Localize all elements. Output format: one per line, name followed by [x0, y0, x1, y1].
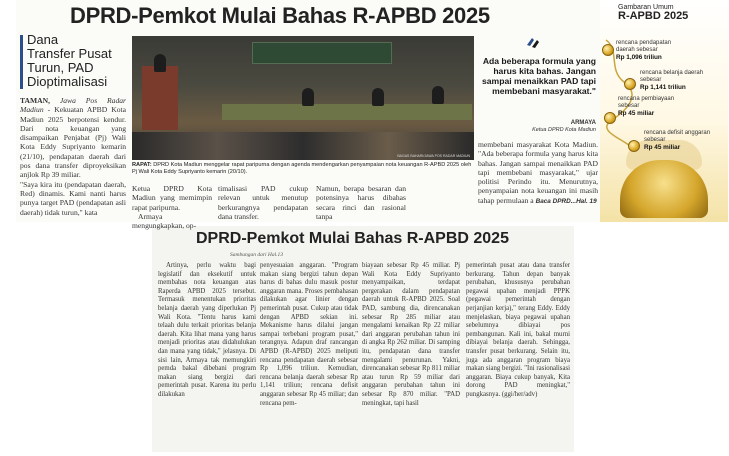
photo-person [302, 88, 314, 106]
continuation-column-3: biayaan sebesar Rp 45 miliar. Pj Wali Kota Eddy Supriyanto menyampaikan, terdapat pergerakan dalam pendapatan daerah untuk R-APBD 2025. Soal PAD, sambung dia, direncanakan sebesar Rp 285 miliar atau mengalami kenaikan Rp 22 miliar dari anggaran perubahan tahun ini di angka Rp 262 miliar. Di samping itu, pendapatan dana transfer mengalami penurunan. Yakni, direncanakan sebesar Rp 811 miliar atau turun Rp 59 miliar dari anggaran perubahan tahun ini sebesar Rp 870 miliar. "PAD meningkat, tapi hasil [362, 262, 460, 407]
kicker-line: Turun, PAD [27, 60, 94, 75]
infographic-value: Rp 1,141 triliun [640, 84, 686, 91]
continuation-column-2: penyesuaian anggaran. "Program makan siang bergizi tahun depan harus di bahas dulu masuk postur anggaran mana. Proses pembahasan dilakukan agar linier dengan pemerintah pusat. Cukup atau tidak dengan APBD sekian ini. Mekanisme harus dilalui jangan sampai terbebani program pusat," terangnya. Adapun draf rancangan APBD (R-APBD) 2025 meliputi rencana pendapatan daerah sebesar Rp 1,096 triliun. Kemudian, rencana belanja daerah sebesar Rp 1,141 triliun; rencana defisit anggaran sebesar Rp 45 miliar; dan rencana pem- [260, 262, 358, 407]
pull-quote-role: Ketua DPRD Kota Madiun [532, 126, 596, 133]
photo-person [432, 86, 444, 104]
infographic-item [644, 130, 726, 151]
news-photo [132, 36, 474, 160]
paragraph: Armaya mengungkapkan, op- [132, 211, 197, 231]
photo-person [154, 54, 166, 72]
main-headline: DPRD-Pemkot Mulai Bahas R-APBD 2025 [70, 3, 490, 28]
budget-infographic [600, 0, 728, 222]
infographic-item [640, 70, 726, 91]
pull-quote-text: Ada beberapa formula yang harus kita bahas. Jangan sampai menaikkan PAD tapi membebani masyarakat." [482, 56, 596, 96]
coin-icon [604, 112, 616, 124]
infographic-title-small: Gambaran Umum [618, 4, 674, 11]
caption-text: DPRD Kota Madiun menggelar rapat paripurna dengan agenda mendengarkan penyampaian nota keuangan R-APBD 2025 oleh Pj Wali Kota Eddy Supriyanto kemarin (20/10). [132, 162, 472, 175]
infographic-value: Rp 45 miliar [644, 144, 681, 151]
coin-icon [624, 78, 636, 90]
kicker-accent-bar [20, 35, 23, 89]
infographic-item [618, 96, 678, 117]
photo-credit: BAGAS BAHARI/JAWA POS RADAR MADIUN [397, 154, 470, 158]
photo-table [222, 104, 472, 120]
continuation-column-4: pemerintah pusat atau dana transfer berkurang. Tahun depan banyak perubahan, khususnya perubahan pegawai upahan menjadi PPPK (pegawai pemerintah dengan perjanjian kerja)," terang Eddy. Eddy menjelaskan, biaya pegawai upahan sebelumnya dibiayai pos pembangunan. Kali ini, bakal murni dibiayai belanja daerah. Sehingga, transfer pusat berkurang. Selain itu, juga ada anggaran program biaya makan siang bergizi. "Ini rasionalisasi anggaran. Biaya cukup banyak, Kita dorong PAD meningkat," pungkasnya. (ggi/her/adv) [466, 262, 570, 398]
article-column-3 [218, 184, 308, 221]
infographic-value: Rp 45 miliar [618, 110, 655, 117]
article-column-2 [132, 184, 212, 230]
photo-banner [252, 42, 392, 64]
kicker-line: Transfer Pusat [27, 46, 112, 61]
dateline: TAMAN, [20, 96, 51, 105]
infographic-value: Rp 1,096 triliun [616, 54, 662, 61]
kicker-line: Dana [27, 32, 59, 47]
quote-mark-icon [526, 36, 540, 50]
pull-quote-name: ARMAYA [570, 120, 596, 126]
infographic-title [618, 4, 688, 22]
continuation-headline: DPRD-Pemkot Mulai Bahas R-APBD 2025 [196, 230, 509, 247]
coin-icon [602, 44, 614, 56]
infographic-label: rencana belanja daerah sebesar [640, 70, 704, 83]
paragraph: membebani masyarakat Kota Madiun. "Ada beberapa formula yang harus kita bahas. Jangan sampai menaikkan PAD tapi membebani masyarakat," ujar politisi Perindo itu. Menurutnya, penyampaian nota keuangan ini masih tahap permulaan a [478, 140, 598, 205]
photo-podium [142, 66, 178, 130]
article-quote: "Saya kira itu (pendapatan daerah, Red) dinamis. Kami nanti harus punya target PAD (pendapatan asli daerah) tidak turun," kata [20, 179, 126, 217]
kicker-line: Dioptimalisasi [27, 74, 108, 89]
photo-person [372, 88, 384, 106]
paragraph: Namun, berapa besaran dan potensinya harus dibahas secara rinci dan rasional tanpa [316, 184, 406, 221]
continued-link[interactable]: Baca DPRD...Hal. 19 [535, 197, 597, 205]
kicker-subheadline [20, 33, 130, 89]
infographic-label: rencana pendapatan daerah sebesar [616, 40, 672, 53]
photo-caption [132, 162, 474, 176]
continued-from-label: Sambungan dari Hal.13 [230, 252, 284, 258]
infographic-label: rencana pembiayaan sebesar [618, 96, 675, 109]
coin-icon [628, 140, 640, 152]
article-column-1 [20, 96, 126, 217]
infographic-item [616, 40, 676, 61]
infographic-title-big: R-APBD 2025 [618, 10, 689, 22]
continuation-column-1: Artinya, perlu waktu bagi legislatif dan eksekutif untuk membahas nota keuangan atas Raperda APBD 2025 tersebut. Termasuk menentukan prioritas belanja daerah yang diperlukan Pj Wali Kota. "Tentu harus kami telaah dulu terkait prioritas belanja daerah. Kita lihat mana yang harus menjadi prioritas atau didahulukan dan mana yang tidak," jelasnya. Di sisi lain, Armaya tak memungkiri pemda bakal dibebani program makan siang bergizi dari pemerintah pusat. Karena itu perlu dilakukan [158, 262, 256, 398]
infographic-label: rencana defisit anggaran sebesar [644, 130, 711, 143]
caption-label: RAPAT: [132, 162, 152, 168]
pull-quote [478, 36, 602, 132]
paragraph: timalisasi PAD cukup relevan untuk menutup berkurangnya pendapatan dana transfer. [218, 184, 308, 221]
paragraph: Ketua DPRD Kota Madiun yang memimpin rapat paripurna. [132, 184, 212, 212]
source-name: Jawa Pos Radar Madiun [20, 96, 126, 115]
article-column-5 [478, 140, 598, 206]
article-column-4 [316, 184, 406, 221]
pull-quote-attribution [480, 120, 596, 133]
article-lead: - Kekuatan APBD Kota Madiun 2025 berpotensi kendur. Dari nota keuangan yang disampaikan Penjabat (Pj) Wali Kota Eddy Supriyanto kemarin (21/10), pendapatan daerah dari pos dana transfer diproyeksikan anjlok Rp 39 miliar. [20, 105, 126, 180]
